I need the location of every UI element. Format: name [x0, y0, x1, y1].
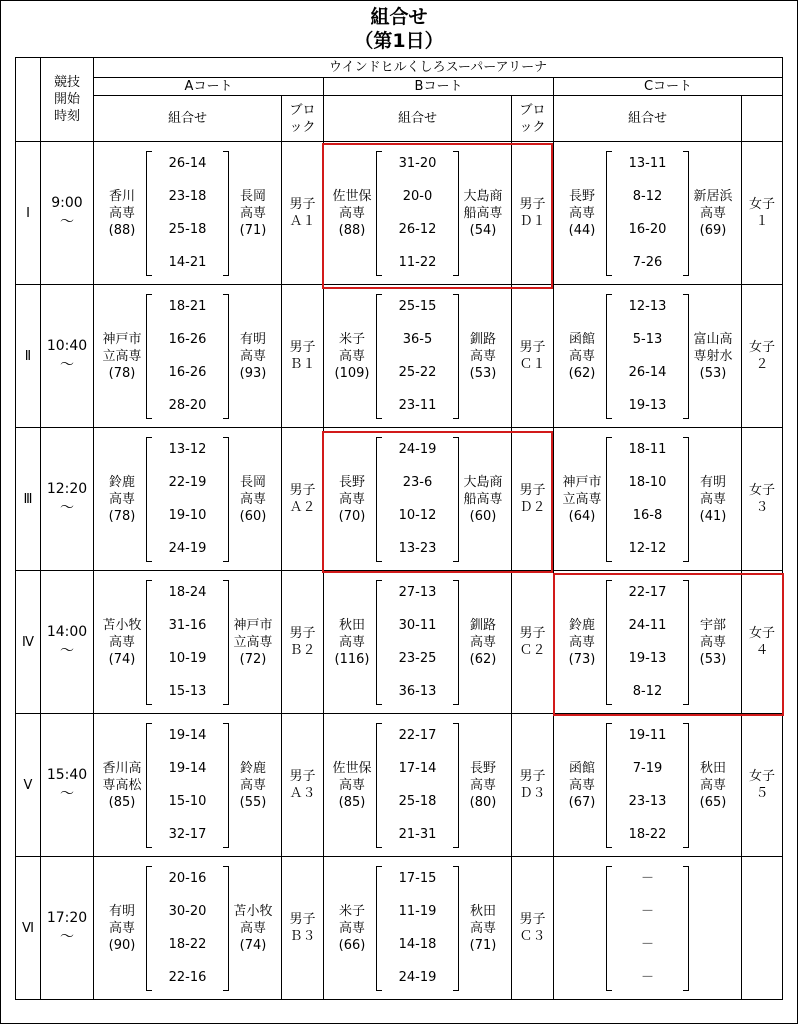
- set-score: 25-22: [398, 365, 437, 381]
- set-scores: [148, 147, 227, 280]
- start-time: 15:40 ～: [41, 714, 94, 857]
- match-row: [16, 714, 783, 857]
- set-score: 26-14: [168, 155, 207, 171]
- header-pair-b: 組合せ: [324, 96, 512, 142]
- set-score: 28-20: [168, 398, 207, 414]
- set-score: 13-12: [168, 441, 207, 457]
- team-left: 函館 高専 (67): [568, 760, 596, 810]
- set-score: －: [640, 970, 654, 986]
- team-right: 有明 高専 (93): [239, 331, 267, 381]
- set-scores: [378, 719, 457, 852]
- set-score: 17-15: [398, 870, 437, 886]
- set-score: 25-18: [398, 794, 437, 810]
- pairing-cell: [94, 714, 282, 857]
- set-score: 15-10: [168, 794, 207, 810]
- team-right: [687, 858, 739, 999]
- set-score: 23-13: [628, 794, 667, 810]
- set-scores: [378, 147, 457, 280]
- block-label: 女子 ４: [742, 571, 783, 714]
- pairing-cell: [94, 285, 282, 428]
- block-label: 女子 ３: [742, 428, 783, 571]
- round-numeral: Ⅴ: [16, 714, 41, 857]
- set-score: 22-19: [168, 474, 207, 490]
- team-right: 秋田 高専 (71): [469, 903, 497, 953]
- team-left: 鈴鹿 高専 (78): [108, 474, 136, 524]
- set-score: 36-13: [398, 684, 437, 700]
- set-scores: [608, 719, 687, 852]
- team-left: 香川高 専高松 (85): [102, 760, 142, 810]
- pairing-cell: [324, 571, 512, 714]
- team-right: 苫小牧 高専 (74): [233, 903, 273, 953]
- set-score: 25-15: [398, 298, 437, 314]
- match-row: [16, 285, 783, 428]
- team-right: 釧路 高専 (62): [469, 617, 497, 667]
- team-right: 宇部 高専 (53): [699, 617, 727, 667]
- set-score: 19-13: [628, 398, 667, 414]
- start-time: 14:00 ～: [41, 571, 94, 714]
- set-score: 30-20: [168, 903, 207, 919]
- set-score: 24-19: [168, 541, 207, 557]
- set-score: 14-18: [398, 937, 437, 953]
- header-pair-a: 組合せ: [94, 96, 282, 142]
- team-left: 函館 高専 (62): [568, 331, 596, 381]
- set-score: 22-17: [628, 584, 667, 600]
- set-scores: [148, 433, 227, 566]
- set-score: 21-31: [398, 827, 437, 843]
- set-score: 22-16: [168, 970, 207, 986]
- set-score: 15-13: [168, 684, 207, 700]
- team-right: 大島商 船高専 (60): [463, 474, 503, 524]
- set-score: 7-19: [632, 760, 663, 776]
- set-scores: [378, 862, 457, 995]
- set-scores: [148, 862, 227, 995]
- set-scores: [148, 719, 227, 852]
- team-left: 秋田 高専 (116): [334, 617, 370, 667]
- set-score: 19-14: [168, 760, 207, 776]
- set-score: 10-12: [398, 508, 437, 524]
- set-score: 11-19: [398, 903, 437, 919]
- set-score: 19-13: [628, 651, 667, 667]
- round-numeral: Ⅵ: [16, 857, 41, 1000]
- team-right: 長岡 高専 (71): [239, 188, 267, 238]
- header-corner: [16, 58, 41, 142]
- start-time: 10:40 ～: [41, 285, 94, 428]
- set-scores: [148, 290, 227, 423]
- team-right: 富山高 専射水 (53): [693, 331, 733, 381]
- set-score: 14-21: [168, 255, 207, 271]
- block-label: 男子 Ｂ１: [282, 285, 324, 428]
- set-score: 23-25: [398, 651, 437, 667]
- pairing-cell: [554, 857, 742, 1000]
- set-score: 25-18: [168, 222, 207, 238]
- pairing-cell: [324, 142, 512, 285]
- set-score: 18-21: [168, 298, 207, 314]
- pairing-cell: [94, 571, 282, 714]
- team-left: 神戸市 立高専 (64): [562, 474, 602, 524]
- set-score: 31-16: [168, 617, 207, 633]
- team-left: 長野 高専 (70): [338, 474, 366, 524]
- set-score: 12-12: [628, 541, 667, 557]
- round-numeral: Ⅰ: [16, 142, 41, 285]
- pairing-cell: [554, 142, 742, 285]
- header-court-b: Bコート: [324, 78, 554, 96]
- header-block-b: ブロ ック: [512, 96, 554, 142]
- set-score: 22-17: [398, 727, 437, 743]
- set-score: 16-8: [632, 508, 663, 524]
- pairing-cell: [94, 428, 282, 571]
- header-block-a: ブロ ック: [282, 96, 324, 142]
- page-subtitle: （第1日）: [354, 30, 444, 52]
- set-score: 20-16: [168, 870, 207, 886]
- set-score: 16-26: [168, 365, 207, 381]
- start-time: 17:20 ～: [41, 857, 94, 1000]
- set-scores: [608, 433, 687, 566]
- block-label: 女子 ５: [742, 714, 783, 857]
- match-row: [16, 428, 783, 571]
- match-row: [16, 857, 783, 1000]
- round-numeral: Ⅲ: [16, 428, 41, 571]
- start-time: 12:20 ～: [41, 428, 94, 571]
- team-left: 長野 高専 (44): [568, 188, 596, 238]
- set-score: 11-22: [398, 255, 437, 271]
- set-score: 5-13: [632, 331, 663, 347]
- pairing-cell: [94, 142, 282, 285]
- block-label: [742, 857, 783, 1000]
- team-left: 佐世保 高専 (85): [332, 760, 372, 810]
- set-score: 23-11: [398, 398, 437, 414]
- set-scores: [378, 576, 457, 709]
- pairing-cell: [554, 571, 742, 714]
- team-right: 大島商 船高専 (54): [463, 188, 503, 238]
- set-score: 19-14: [168, 727, 207, 743]
- set-score: －: [640, 903, 654, 919]
- block-label: 男子 Ａ２: [282, 428, 324, 571]
- team-left: 香川 高専 (88): [108, 188, 136, 238]
- team-right: 新居浜 高専 (69): [693, 188, 733, 238]
- round-numeral: Ⅱ: [16, 285, 41, 428]
- set-scores: [378, 433, 457, 566]
- set-score: 26-12: [398, 222, 437, 238]
- set-scores: [608, 290, 687, 423]
- set-scores: [378, 290, 457, 423]
- set-score: 10-19: [168, 651, 207, 667]
- team-right: 有明 高専 (41): [699, 474, 727, 524]
- team-left: 鈴鹿 高専 (73): [568, 617, 596, 667]
- set-score: 13-11: [628, 155, 667, 171]
- set-score: 24-19: [398, 970, 437, 986]
- set-score: 8-12: [632, 684, 663, 700]
- team-left: 米子 高専 (109): [334, 331, 370, 381]
- set-score: 18-11: [628, 441, 667, 457]
- block-label: 女子 ２: [742, 285, 783, 428]
- team-right: 神戸市 立高専 (72): [233, 617, 273, 667]
- set-scores: [608, 576, 687, 709]
- set-score: 16-20: [628, 222, 667, 238]
- pairing-cell: [324, 714, 512, 857]
- set-score: 26-14: [628, 365, 667, 381]
- team-right: 秋田 高専 (65): [699, 760, 727, 810]
- block-label: 男子 Ｃ１: [512, 285, 554, 428]
- block-label: 女子 １: [742, 142, 783, 285]
- set-scores: [608, 862, 687, 995]
- set-scores: [148, 576, 227, 709]
- team-right: 釧路 高専 (53): [469, 331, 497, 381]
- pairing-cell: [324, 857, 512, 1000]
- team-right: 長岡 高専 (60): [239, 474, 267, 524]
- team-right: 長野 高専 (80): [469, 760, 497, 810]
- set-score: 16-26: [168, 331, 207, 347]
- block-label: 男子 Ｄ３: [512, 714, 554, 857]
- header-court-c: Cコート: [554, 78, 783, 96]
- team-left: 有明 高専 (90): [108, 903, 136, 953]
- set-score: 17-14: [398, 760, 437, 776]
- header-court-a: Aコート: [94, 78, 324, 96]
- block-label: 男子 Ｂ２: [282, 571, 324, 714]
- pairing-cell: [554, 714, 742, 857]
- set-score: 18-22: [168, 937, 207, 953]
- block-label: 男子 Ｂ３: [282, 857, 324, 1000]
- set-score: 32-17: [168, 827, 207, 843]
- set-score: 23-18: [168, 188, 207, 204]
- header-block-c: [742, 96, 783, 142]
- pairing-cell: [324, 285, 512, 428]
- pairing-cell: [94, 857, 282, 1000]
- block-label: 男子 Ｄ１: [512, 142, 554, 285]
- match-row: [16, 571, 783, 714]
- set-score: 8-12: [632, 188, 663, 204]
- pairing-cell: [554, 428, 742, 571]
- block-label: 男子 Ａ３: [282, 714, 324, 857]
- set-score: 18-10: [628, 474, 667, 490]
- set-score: 20-0: [402, 188, 433, 204]
- page-title: 組合せ: [370, 6, 428, 28]
- set-score: 23-6: [402, 474, 433, 490]
- set-score: 24-11: [628, 617, 667, 633]
- set-score: 30-11: [398, 617, 437, 633]
- block-label: 男子 Ｄ２: [512, 428, 554, 571]
- start-time: 9:00 ～: [41, 142, 94, 285]
- set-score: 12-13: [628, 298, 667, 314]
- set-score: 36-5: [402, 331, 433, 347]
- set-score: 19-10: [168, 508, 207, 524]
- team-left: [556, 858, 608, 999]
- pairing-cell: [554, 285, 742, 428]
- set-score: －: [640, 937, 654, 953]
- team-left: 神戸市 立高専 (78): [102, 331, 142, 381]
- pairing-cell: [324, 428, 512, 571]
- team-left: 苫小牧 高専 (74): [102, 617, 142, 667]
- set-score: 19-11: [628, 727, 667, 743]
- set-scores: [608, 147, 687, 280]
- team-right: 鈴鹿 高専 (55): [239, 760, 267, 810]
- round-numeral: Ⅳ: [16, 571, 41, 714]
- set-score: 18-22: [628, 827, 667, 843]
- team-left: 米子 高専 (66): [338, 903, 366, 953]
- header-pair-c: 組合せ: [554, 96, 742, 142]
- set-score: 31-20: [398, 155, 437, 171]
- block-label: 男子 Ｃ２: [512, 571, 554, 714]
- set-score: 13-23: [398, 541, 437, 557]
- set-score: －: [640, 870, 654, 886]
- set-score: 24-19: [398, 441, 437, 457]
- schedule-table: [15, 57, 783, 1000]
- block-label: 男子 Ａ１: [282, 142, 324, 285]
- set-score: 7-26: [632, 255, 663, 271]
- set-score: 27-13: [398, 584, 437, 600]
- header-start-time: 競技 開始 時刻: [41, 58, 94, 142]
- match-row: [16, 142, 783, 285]
- team-left: 佐世保 高専 (88): [332, 188, 372, 238]
- block-label: 男子 Ｃ３: [512, 857, 554, 1000]
- header-venue: ウインドヒルくしろスーパーアリーナ: [94, 58, 783, 78]
- set-score: 18-24: [168, 584, 207, 600]
